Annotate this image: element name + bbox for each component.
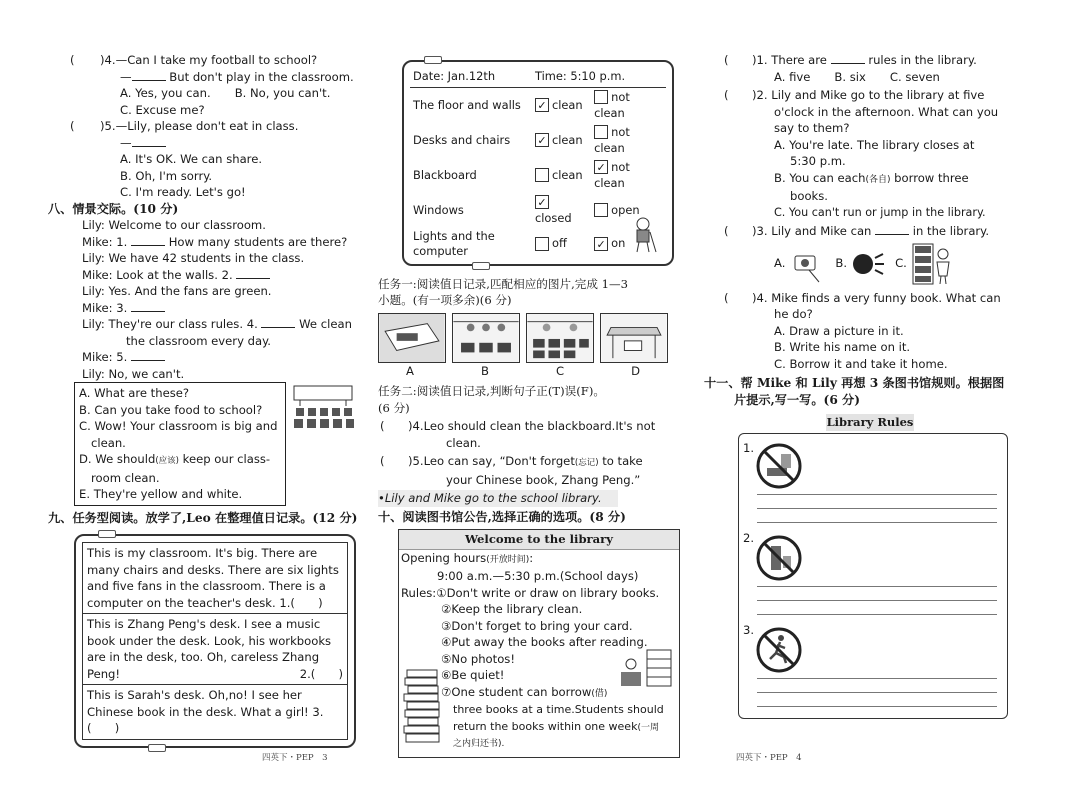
answer-blank[interactable] bbox=[236, 267, 270, 279]
picture-label: D bbox=[631, 363, 640, 378]
label-text: Opening hours bbox=[401, 550, 487, 565]
dialog-line: the classroom every day. bbox=[126, 333, 271, 348]
question-text: Lily and Mike go to the library at five bbox=[771, 88, 985, 102]
checkbox[interactable] bbox=[535, 237, 549, 251]
option-b: B. No, you can't. bbox=[234, 86, 331, 100]
option-a: A. Draw a picture in it. bbox=[774, 323, 904, 338]
checkbox-label: not clean bbox=[594, 124, 630, 155]
column-middle bbox=[378, 60, 696, 758]
q4-line2-text: But don't play in the classroom. bbox=[169, 69, 354, 84]
question-text: —Can I take my football to school? bbox=[115, 53, 318, 67]
note-text: (一周 bbox=[637, 722, 659, 733]
writing-line[interactable] bbox=[757, 494, 997, 495]
rule-number: 2. bbox=[743, 530, 755, 545]
duty-option bbox=[532, 123, 591, 158]
checkbox[interactable]: ✓ bbox=[535, 133, 549, 147]
page-footer-right: 四英下・PEP 4 bbox=[736, 753, 802, 763]
task2-instruction bbox=[378, 383, 696, 416]
duty-option bbox=[532, 158, 591, 193]
writing-line[interactable] bbox=[757, 692, 997, 693]
clip-icon bbox=[424, 56, 442, 64]
paragraph-text: This is Zhang Peng's desk. I see a music book under the desk. Look, his workbooks are in the desk, too. Oh, careless Zhang Peng! bbox=[87, 617, 332, 681]
classroom-board bbox=[74, 534, 356, 748]
librarian-illustration bbox=[617, 648, 675, 688]
dialog-line: Lily: Yes. And the fans are green. bbox=[82, 284, 272, 298]
notice-title: Welcome to the library bbox=[399, 530, 679, 550]
rule-2: ②Keep the library clean. bbox=[441, 602, 583, 616]
question-text: Leo can say, “Don't forget bbox=[423, 454, 575, 468]
option-d-cont: room clean. bbox=[91, 470, 160, 485]
board-paragraph-1 bbox=[83, 543, 347, 614]
checkbox[interactable]: ✓ bbox=[594, 160, 608, 174]
answer-blank[interactable] bbox=[131, 349, 165, 361]
rule-text: return the books within one week bbox=[453, 719, 638, 733]
question-number: )4. bbox=[752, 290, 768, 305]
task2-line1: 任务二:阅读值日记录,判断句子正(T)误(F)。 bbox=[378, 384, 605, 398]
column-right bbox=[704, 52, 1022, 719]
dialog-line bbox=[82, 300, 360, 317]
duty-item: Windows bbox=[413, 202, 464, 217]
writing-line[interactable] bbox=[757, 522, 997, 523]
rule-5: ⑤No photos! bbox=[441, 651, 515, 666]
checkbox-label: off bbox=[552, 236, 567, 251]
task1-line2: 小题。(有一项多余)(6 分) bbox=[378, 293, 512, 307]
option-b: B. six bbox=[834, 69, 866, 84]
dialog-text: How many students are there? bbox=[168, 234, 348, 249]
checkbox[interactable] bbox=[594, 90, 608, 104]
answer-paren[interactable]: ( bbox=[724, 224, 729, 238]
no-drink-icon bbox=[755, 534, 803, 582]
rule-number: 1. bbox=[743, 440, 755, 455]
option-c: C. Excuse me? bbox=[120, 102, 205, 117]
option-e: E. They're yellow and white. bbox=[79, 487, 243, 501]
rule-3: ③Don't forget to bring your card. bbox=[441, 618, 633, 633]
option-text: keep our class- bbox=[178, 452, 271, 466]
option-a: A. bbox=[774, 256, 786, 271]
question-number: )4. bbox=[100, 53, 116, 67]
shouting-head-icon bbox=[851, 244, 885, 284]
board-clip-icon bbox=[98, 530, 116, 538]
duty-item: Lights and the computer bbox=[413, 228, 495, 258]
question-number: )3. bbox=[752, 224, 768, 238]
checkbox-label: not clean bbox=[594, 159, 630, 190]
board-paragraph-3 bbox=[83, 685, 347, 739]
checkbox[interactable]: ✓ bbox=[594, 237, 608, 251]
section-9-heading: 九、任务型阅读。放学了,Leo 在整理值日记录。(12 分) bbox=[48, 510, 358, 525]
option-text: borrow three bbox=[890, 170, 969, 185]
option-d bbox=[79, 451, 281, 470]
q4-options-ab bbox=[60, 85, 360, 102]
option-b-cont: books. bbox=[790, 189, 828, 203]
question-4 bbox=[60, 52, 360, 69]
duty-option bbox=[532, 193, 591, 228]
options-area bbox=[60, 382, 360, 506]
q3-picture-options bbox=[722, 240, 1022, 288]
duty-time: Time: 5:10 p.m. bbox=[535, 69, 626, 83]
note-text: (借) bbox=[591, 688, 608, 699]
answer-slot[interactable]: 3.( ) bbox=[87, 704, 324, 735]
picture-c-classroom-desks bbox=[526, 313, 594, 363]
classroom-illustration bbox=[290, 382, 356, 432]
note-text: (各自) bbox=[865, 174, 891, 185]
option-b: B. bbox=[835, 256, 848, 271]
camera-hand-icon bbox=[789, 244, 823, 284]
dialog-text: Mike: Look at the walls. 2. bbox=[82, 267, 233, 282]
question-text: Lily and Mike can bbox=[771, 224, 872, 238]
note-text: (开放时间) bbox=[486, 554, 530, 565]
opening-hours-label bbox=[399, 550, 679, 569]
no-food-icon bbox=[755, 442, 803, 490]
library-rules-box bbox=[738, 433, 1008, 719]
cleaning-boy-illustration bbox=[628, 216, 658, 254]
duty-option bbox=[532, 87, 591, 123]
answer-blank[interactable] bbox=[131, 300, 165, 312]
q2-line: say to them? bbox=[774, 121, 850, 135]
tf-question-5-cont: your Chinese book, Zhang Peng.” bbox=[446, 472, 641, 487]
rule-4: ④Put away the books after reading. bbox=[441, 635, 648, 649]
dialog-text: Mike: 3. bbox=[82, 300, 128, 315]
no-running-icon bbox=[755, 626, 803, 674]
note-text: (应该) bbox=[155, 456, 179, 466]
answer-paren[interactable]: ( bbox=[724, 88, 729, 102]
rule-7-cont: 之内归还书). bbox=[453, 739, 505, 749]
picture-label: A bbox=[406, 363, 414, 378]
question-number: )1. bbox=[752, 53, 768, 67]
duty-row bbox=[410, 158, 666, 193]
question-number: )2. bbox=[752, 88, 768, 102]
tf-question-4 bbox=[378, 418, 696, 435]
rule-1 bbox=[399, 585, 679, 602]
writing-line[interactable] bbox=[757, 600, 997, 601]
label-text: : bbox=[529, 550, 534, 565]
question-5 bbox=[60, 118, 360, 135]
answer-blank[interactable] bbox=[875, 223, 909, 235]
duty-item: The floor and walls bbox=[413, 97, 521, 112]
option-a-cont: 5:30 p.m. bbox=[790, 154, 846, 168]
question-text: Leo should clean the blackboard.It's not bbox=[423, 419, 656, 433]
checkbox-label: open bbox=[611, 202, 640, 217]
rule-number: 3. bbox=[743, 622, 755, 637]
opening-hours: 9:00 a.m.—5:30 p.m.(School days) bbox=[437, 569, 639, 583]
question-text: rules in the library. bbox=[868, 53, 977, 67]
section-11-line1: 十一、帮 Mike 和 Lily 再想 3 条图书馆规则。根据图 bbox=[704, 376, 1005, 390]
dialog-line bbox=[82, 267, 360, 284]
q4-line: he do? bbox=[774, 307, 813, 321]
writing-line[interactable] bbox=[757, 614, 997, 615]
section-10-heading: 十、阅读图书馆公告,选择正确的选项。(8 分) bbox=[378, 509, 626, 524]
option-c: C. You can't run or jump in the library. bbox=[774, 205, 986, 219]
checkbox-label: clean bbox=[552, 167, 583, 182]
option-c-cont: clean. bbox=[91, 435, 126, 450]
option-text: B. You can each bbox=[774, 170, 866, 185]
page-footer-left: 四英下・PEP 3 bbox=[262, 753, 328, 763]
question-text: Mike finds a very funny book. What can bbox=[771, 290, 1001, 305]
duty-header-row bbox=[410, 66, 666, 87]
dialog-line: Lily: We have 42 students in the class. bbox=[82, 251, 305, 265]
tf-question-4-cont: clean. bbox=[446, 435, 481, 450]
checkbox-label: clean bbox=[552, 97, 583, 112]
rule-text: ⑦One student can borrow bbox=[441, 684, 592, 699]
picture-label: C bbox=[555, 363, 565, 378]
rule-6: ⑥Be quiet! bbox=[441, 668, 505, 682]
q2-line: o'clock in the afternoon. What can you bbox=[774, 104, 999, 119]
answer-paren[interactable]: ( bbox=[724, 290, 729, 305]
dialog-line bbox=[82, 316, 360, 333]
answer-paren[interactable]: ( bbox=[380, 454, 385, 468]
picture-labels bbox=[378, 363, 668, 380]
answer-slot[interactable]: 1.( ) bbox=[279, 595, 323, 610]
section-11-heading bbox=[704, 375, 1022, 408]
picture-d-desk bbox=[600, 313, 668, 363]
option-b bbox=[722, 170, 1022, 189]
option-b: B. Write his name on it. bbox=[774, 340, 911, 354]
question-1 bbox=[722, 52, 1022, 69]
dialog-line: Lily: No, we can't. bbox=[82, 366, 185, 381]
option-a: A. You're late. The library closes at bbox=[774, 137, 975, 152]
q1-options bbox=[722, 69, 1022, 86]
duty-option bbox=[591, 158, 666, 193]
duty-row bbox=[410, 87, 666, 123]
duty-record bbox=[402, 60, 674, 266]
duty-item: Desks and chairs bbox=[413, 132, 511, 147]
library-intro-line: •Lily and Mike go to the school library. bbox=[378, 490, 618, 507]
duty-option bbox=[532, 228, 591, 260]
dialog bbox=[60, 217, 360, 382]
board-clip-icon bbox=[148, 744, 166, 752]
bookshelf-girl-icon bbox=[911, 242, 953, 286]
clip-icon bbox=[472, 262, 490, 270]
question-number: )4. bbox=[408, 419, 424, 433]
checkbox-label: on bbox=[611, 236, 626, 251]
task2-line2: (6 分) bbox=[378, 400, 410, 415]
checkbox-label: closed bbox=[535, 211, 572, 225]
dialog-text: Lily: They're our class rules. 4. bbox=[82, 317, 258, 331]
book-stack-illustration bbox=[403, 666, 443, 746]
question-number: )5. bbox=[100, 119, 116, 133]
answer-blank[interactable] bbox=[131, 234, 165, 246]
duty-row bbox=[410, 123, 666, 158]
picture-row bbox=[378, 313, 668, 363]
question-text: There are bbox=[771, 53, 827, 67]
option-a: A. It's OK. We can share. bbox=[120, 152, 263, 166]
duty-date: Date: Jan.12th bbox=[413, 69, 496, 83]
picture-a-blackboard bbox=[378, 313, 446, 363]
note-text: (忘记) bbox=[574, 458, 599, 468]
rules-label: Rules: bbox=[401, 585, 437, 600]
duty-option bbox=[591, 87, 666, 123]
question-3 bbox=[722, 223, 1022, 240]
option-c: C. bbox=[895, 256, 907, 271]
rule-7-cont: three books at a time.Students should bbox=[453, 703, 664, 716]
checkbox-label: not clean bbox=[594, 89, 630, 120]
library-rules-title: Library Rules bbox=[826, 415, 914, 429]
option-c: C. I'm ready. Let's go! bbox=[120, 185, 246, 199]
answer-blank[interactable] bbox=[261, 316, 295, 328]
board-inner bbox=[82, 542, 348, 740]
duty-item: Blackboard bbox=[413, 167, 477, 182]
checkbox[interactable] bbox=[594, 203, 608, 217]
checkbox[interactable]: ✓ bbox=[535, 98, 549, 112]
dialog-line bbox=[82, 349, 360, 366]
q5-line2: — bbox=[60, 135, 360, 152]
option-b: B. Oh, I'm sorry. bbox=[120, 168, 213, 183]
dialog-line bbox=[82, 234, 360, 251]
dialog-text: Mike: 1. bbox=[82, 234, 128, 249]
option-text: D. We should bbox=[79, 452, 156, 466]
task1-instruction bbox=[378, 276, 696, 309]
paragraph-text: This is my classroom. It's big. There are many chairs and desks. There are six lights and five fans in the classroom. There is a computer on the teacher's desk. bbox=[87, 546, 339, 610]
dialog-line: Lily: Welcome to our classroom. bbox=[82, 218, 266, 232]
option-c: C. Borrow it and take it home. bbox=[774, 356, 948, 371]
question-number: )5. bbox=[408, 454, 424, 468]
answer-paren[interactable]: ( bbox=[70, 119, 75, 133]
section-11-line2: 片提示,写一写。(6 分) bbox=[734, 392, 860, 407]
rule-text: ①Don't write or draw on library books. bbox=[436, 585, 660, 600]
writing-line[interactable] bbox=[757, 678, 997, 679]
library-notice bbox=[398, 529, 680, 758]
option-c: C. seven bbox=[889, 69, 940, 84]
writing-line[interactable] bbox=[757, 586, 997, 587]
answer-paren[interactable]: ( bbox=[70, 53, 75, 67]
question-text: in the library. bbox=[912, 224, 990, 238]
task1-line1: 任务一:阅读值日记录,匹配相应的图片,完成 1—3 bbox=[378, 276, 628, 291]
checkbox[interactable]: ✓ bbox=[535, 195, 549, 209]
duty-option bbox=[591, 123, 666, 158]
dialog-text: We clean bbox=[299, 317, 352, 331]
option-a: A. five bbox=[774, 69, 811, 84]
option-c: C. Wow! Your classroom is big and bbox=[79, 419, 278, 433]
writing-line[interactable] bbox=[757, 508, 997, 509]
checkbox-label: clean bbox=[552, 132, 583, 147]
answer-paren[interactable]: ( bbox=[380, 419, 385, 433]
option-b: B. Can you take food to school? bbox=[79, 402, 263, 417]
options-box bbox=[74, 382, 286, 506]
question-text: —Lily, please don't eat in class. bbox=[115, 119, 299, 133]
column-left bbox=[48, 52, 360, 748]
answer-paren[interactable]: ( bbox=[724, 53, 729, 67]
checkbox[interactable] bbox=[535, 168, 549, 182]
answer-blank[interactable] bbox=[132, 69, 166, 81]
option-a: A. What are these? bbox=[79, 386, 190, 400]
q4-line2: — But don't play in the classroom. bbox=[120, 69, 354, 84]
question-4 bbox=[722, 290, 1022, 307]
question-text: to take bbox=[598, 454, 643, 468]
answer-blank[interactable] bbox=[831, 52, 865, 64]
checkbox[interactable] bbox=[594, 125, 608, 139]
question-2 bbox=[722, 87, 1022, 104]
picture-label: B bbox=[480, 363, 489, 378]
answer-slot[interactable]: 2.( ) bbox=[299, 666, 343, 681]
tf-question-5 bbox=[378, 453, 696, 472]
option-a: A. Yes, you can. bbox=[120, 86, 211, 100]
answer-blank[interactable] bbox=[132, 135, 166, 147]
writing-line[interactable] bbox=[757, 706, 997, 707]
section-8-heading: 八、情景交际。(10 分) bbox=[48, 201, 179, 216]
dialog-text: Mike: 5. bbox=[82, 350, 128, 364]
picture-b-classroom-lights bbox=[452, 313, 520, 363]
paragraph-text: This is Sarah's desk. Oh,no! I see her Chinese book in the desk. What a girl! bbox=[87, 688, 309, 719]
board-paragraph-2 bbox=[83, 614, 347, 685]
